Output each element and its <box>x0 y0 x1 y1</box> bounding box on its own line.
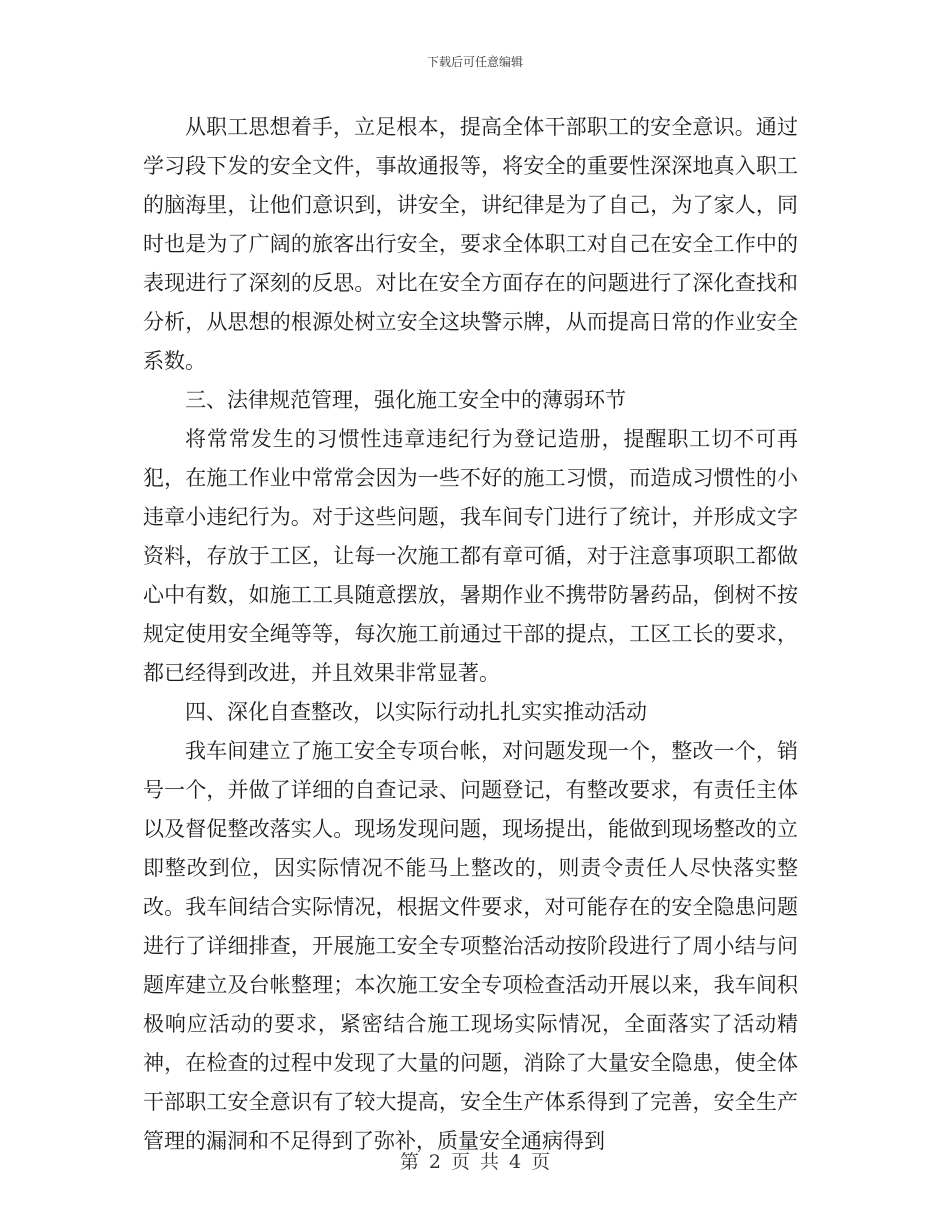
page-footer: 第 2 页 共 4 页 <box>399 1151 551 1173</box>
paragraph-thought-safety: 从职工思想着手，立足根本，提高全体干部职工的安全意识。通过学习段下发的安全文件，事故通报等，将安全的重要性深深地真入职工的脑海里，让他们意识到，讲安全，讲纪律是为了自己，为了家人，同时也是为了广阔的旅客出行安全，要求全体职工对自己在安全工作中的表现进行了深刻的反思。对比在安全方面存在的问题进行了深化查找和分析，从思想的根源处树立安全这块警示牌，从而提高日常的作业安全系数。 <box>143 115 798 373</box>
section-heading-4: 四、深化自查整改，以实际行动扎扎实实推动活动 <box>185 700 647 724</box>
paragraph-self-inspection: 我车间建立了施工安全专项台帐，对问题发现一个，整改一个，销号一个，并做了详细的自查记录、问题登记，有整改要求，有责任主体以及督促整改落实人。现场发现问题，现场提出，能做到现场整改的立即整改到位，因实际情况不能马上整改的，则责令责任人尽快落实整改。我车间结合实际情况，根据文件要求，对可能存在的安全隐患问题进行了详细排查，开展施工安全专项整治活动按阶段进行了周小结与问题库建立及台帐整理；本次施工安全专项检查活动开展以来，我车间积极响应活动的要求，紧密结合施工现场实际情况，全面落实了活动精神，在检查的过程中发现了大量的问题，消除了大量安全隐患，使全体干部职工安全意识有了较大提高，安全生产体系得到了完善，安全生产管理的漏洞和不足得到了弥补，质量安全通病得到 <box>143 739 798 1153</box>
section-heading-3: 三、法律规范管理，强化施工安全中的薄弱环节 <box>185 388 626 412</box>
paragraph-habitual-violations: 将常常发生的习惯性违章违纪行为登记造册，提醒职工切不可再犯，在施工作业中常常会因为一些不好的施工习惯，而造成习惯性的小违章小违纪行为。对于这些问题，我车间专门进行了统计，并形成文字资料，存放于工区，让每一次施工都有章可循，对于注意事项职工都做心中有数，如施工工具随意摆放，暑期作业不携带防暑药品，倒树不按规定使用安全绳等等，每次施工前通过干部的提点，工区工长的要求，都已经得到改进，并且效果非常显著。 <box>143 427 798 685</box>
page-header: 下载后可任意编辑 <box>426 55 523 69</box>
document-body <box>143 108 798 1161</box>
